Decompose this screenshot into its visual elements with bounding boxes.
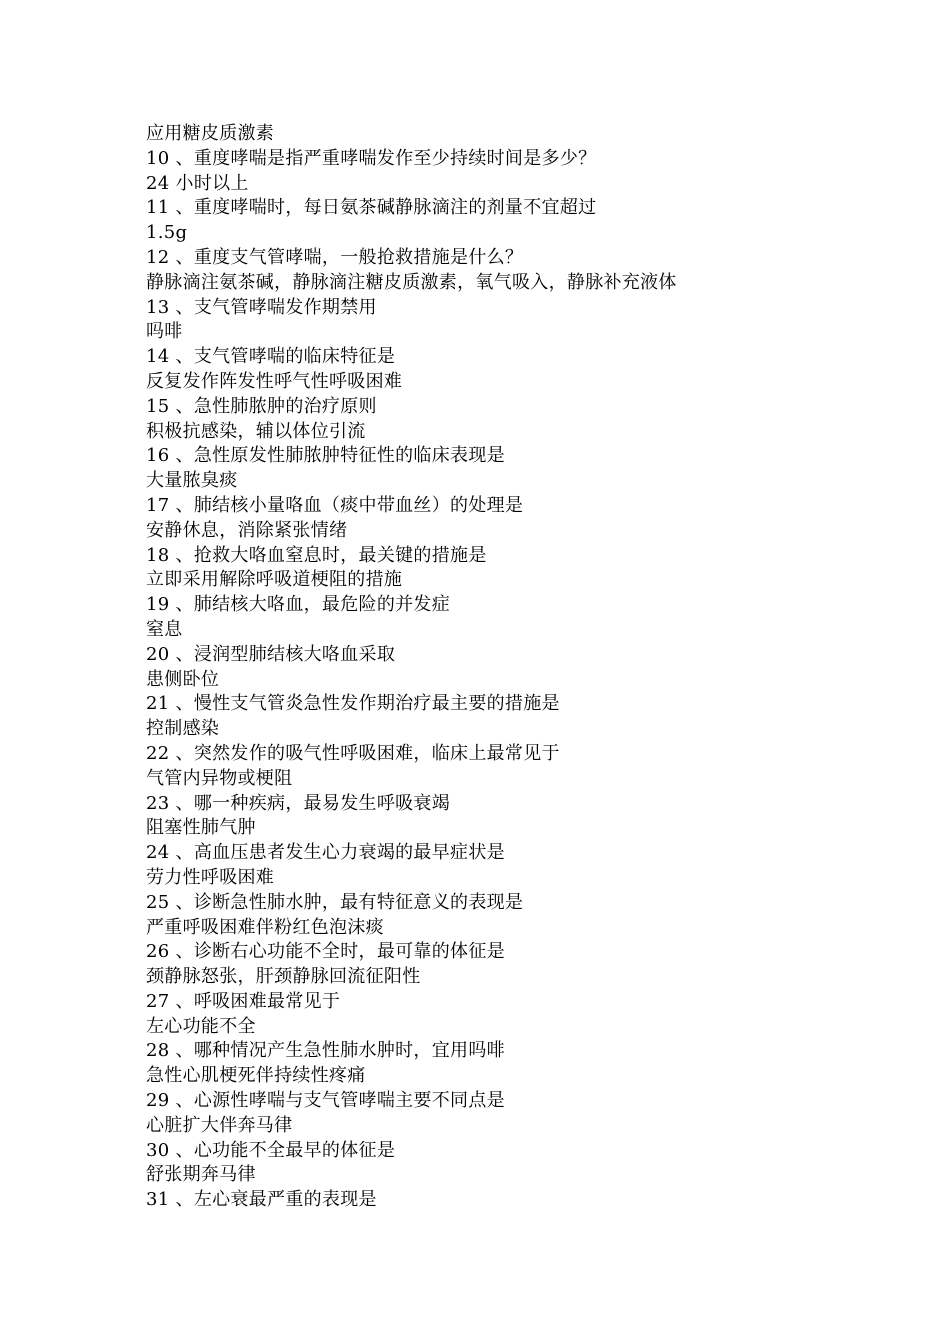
answer-line: 劳力性呼吸困难 [146,866,275,888]
question-line: 23 、哪一种疾病，最易发生呼吸衰竭 [146,792,451,814]
answer-line: 窒息 [146,618,183,640]
answer-line: 控制感染 [146,718,220,740]
question-line: 29 、心源性哮喘与支气管哮喘主要不同点是 [146,1090,505,1112]
answer-line: 吗啡 [146,321,183,343]
question-line: 30 、心功能不全最早的体征是 [146,1139,396,1161]
answer-line: 大量脓臭痰 [146,470,238,492]
question-line: 31 、左心衰最严重的表现是 [146,1189,377,1211]
answer-line: 阻塞性肺气肿 [146,817,256,839]
question-line: 24 、高血压患者发生心力衰竭的最早症状是 [146,842,505,864]
answer-line: 气管内异物或梗阻 [146,767,293,789]
question-line: 22 、突然发作的吸气性呼吸困难，临床上最常见于 [146,742,560,764]
answer-line: 静脉滴注氨茶碱，静脉滴注糖皮质激素，氧气吸入，静脉补充液体 [146,271,677,293]
question-line: 16 、急性原发性肺脓肿特征性的临床表现是 [146,445,505,467]
answer-line: 颈静脉怒张，肝颈静脉回流征阳性 [146,966,421,988]
question-line: 13 、支气管哮喘发作期禁用 [146,296,377,318]
question-line: 27 、呼吸困难最常见于 [146,990,341,1012]
answer-line: 舒张期奔马律 [146,1164,256,1186]
question-line: 15 、急性肺脓肿的治疗原则 [146,395,377,417]
question-line: 12 、重度支气管哮喘，一般抢救措施是什么？ [146,246,524,268]
document-body [146,122,846,1213]
answer-line: 1.5g [146,222,188,244]
answer-line: 积极抗感染，辅以体位引流 [146,420,366,442]
question-line: 25 、诊断急性肺水肿，最有特征意义的表现是 [146,891,524,913]
answer-line: 应用糖皮质激素 [146,123,275,144]
answer-line: 安静休息，消除紧张情绪 [146,519,348,541]
answer-line: 左心功能不全 [146,1015,256,1037]
answer-line: 24 小时以上 [146,172,249,194]
answer-line: 反复发作阵发性呼气性呼吸困难 [146,370,403,392]
question-line: 21 、慢性支气管炎急性发作期治疗最主要的措施是 [146,693,560,715]
answer-line: 心脏扩大伴奔马律 [146,1114,293,1136]
answer-line: 急性心肌梗死伴持续性疼痛 [146,1065,366,1087]
question-line: 10 、重度哮喘是指严重哮喘发作至少持续时间是多少？ [146,147,597,169]
answer-line: 患侧卧位 [146,668,220,690]
question-line: 18 、抢救大咯血窒息时，最关键的措施是 [146,544,487,566]
question-line: 26 、诊断右心功能不全时，最可靠的体征是 [146,941,505,963]
question-line: 20 、浸润型肺结核大咯血采取 [146,643,396,665]
answer-line: 严重呼吸困难伴粉红色泡沫痰 [146,916,384,938]
question-line: 11 、重度哮喘时，每日氨茶碱静脉滴注的剂量不宜超过 [146,197,597,219]
answer-line: 立即采用解除呼吸道梗阻的措施 [146,569,403,591]
question-line: 28 、哪种情况产生急性肺水肿时，宜用吗啡 [146,1040,505,1062]
question-line: 14 、支气管哮喘的临床特征是 [146,346,396,368]
question-line: 19 、肺结核大咯血，最危险的并发症 [146,594,451,616]
question-line: 17 、肺结核小量咯血（痰中带血丝）的处理是 [146,494,524,516]
